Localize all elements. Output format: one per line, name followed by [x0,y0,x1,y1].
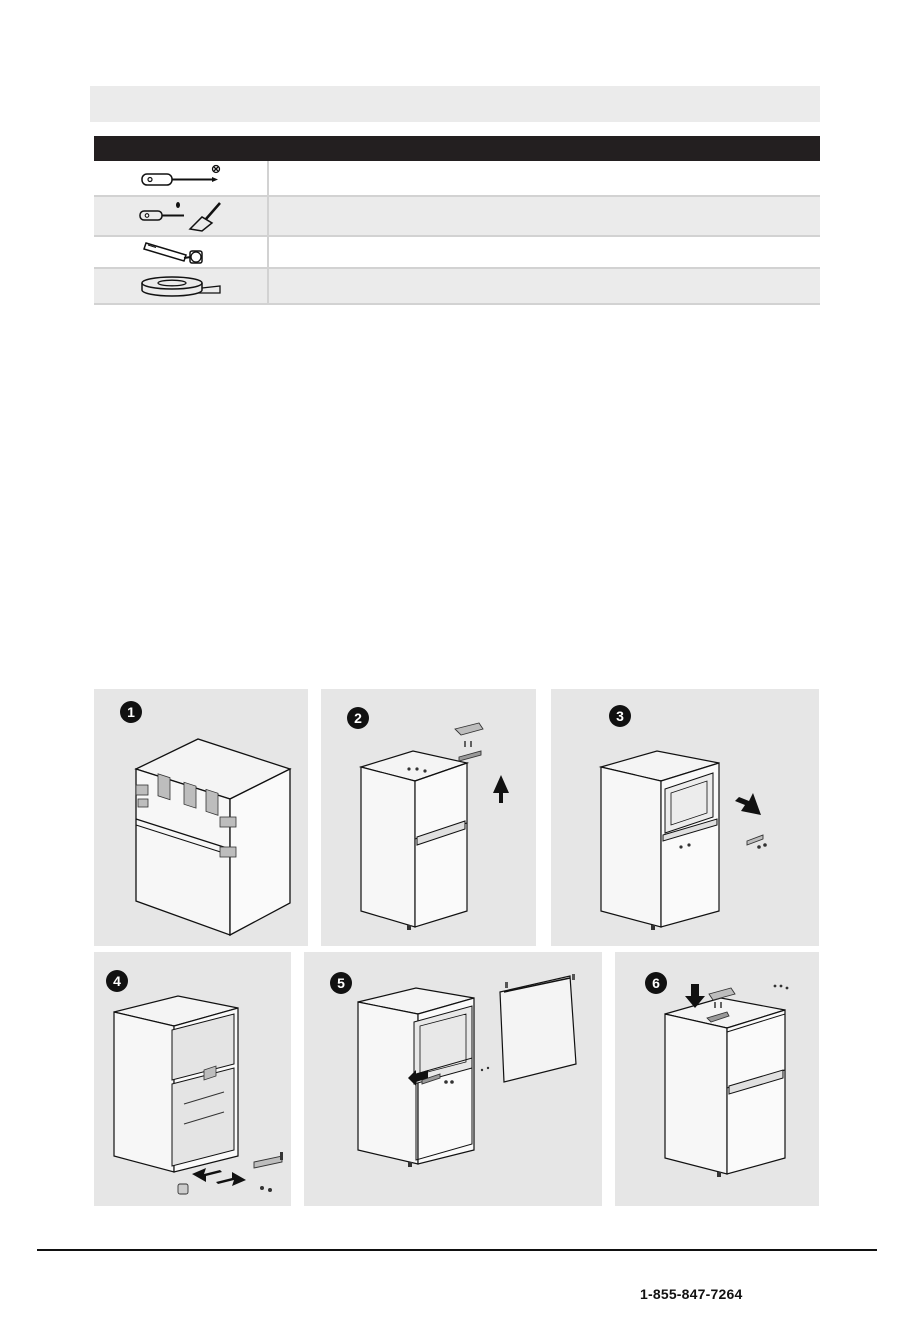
tool-row-phillips [94,161,820,197]
remove-upper-door-illustration [551,689,819,946]
footer-phone-number: 1-855-847-7264 [640,1286,743,1302]
step-panel-1 [94,689,308,946]
remove-middle-hinge-illustration [94,952,291,1206]
step-panel-3 [551,689,819,946]
tools-table [94,136,820,305]
remove-top-hinge-illustration [321,689,536,946]
tool-row-flathead [94,197,820,237]
tools-table-header [94,136,820,161]
phillips-screwdriver-icon [94,161,269,195]
section-header-bar [90,86,820,122]
step-number-badge: 1 [120,701,142,723]
remove-lower-door-illustration [304,952,602,1206]
step-number-badge: 5 [330,972,352,994]
step-panel-2 [321,689,536,946]
masking-tape-icon [94,269,269,303]
step-panel-6 [615,952,819,1206]
step-number-badge: 4 [106,970,128,992]
fridge-taped-illustration [94,689,308,946]
reinstall-top-hinge-illustration [615,952,819,1206]
step-number-badge: 3 [609,705,631,727]
flathead-screwdriver-putty-knife-icon [94,197,269,235]
step-number-badge: 6 [645,972,667,994]
footer-divider [37,1249,877,1251]
step-panel-4 [94,952,291,1206]
socket-wrench-icon [94,237,269,267]
tool-row-tape [94,269,820,305]
tool-row-wrench [94,237,820,269]
step-panel-5 [304,952,602,1206]
step-number-badge: 2 [347,707,369,729]
